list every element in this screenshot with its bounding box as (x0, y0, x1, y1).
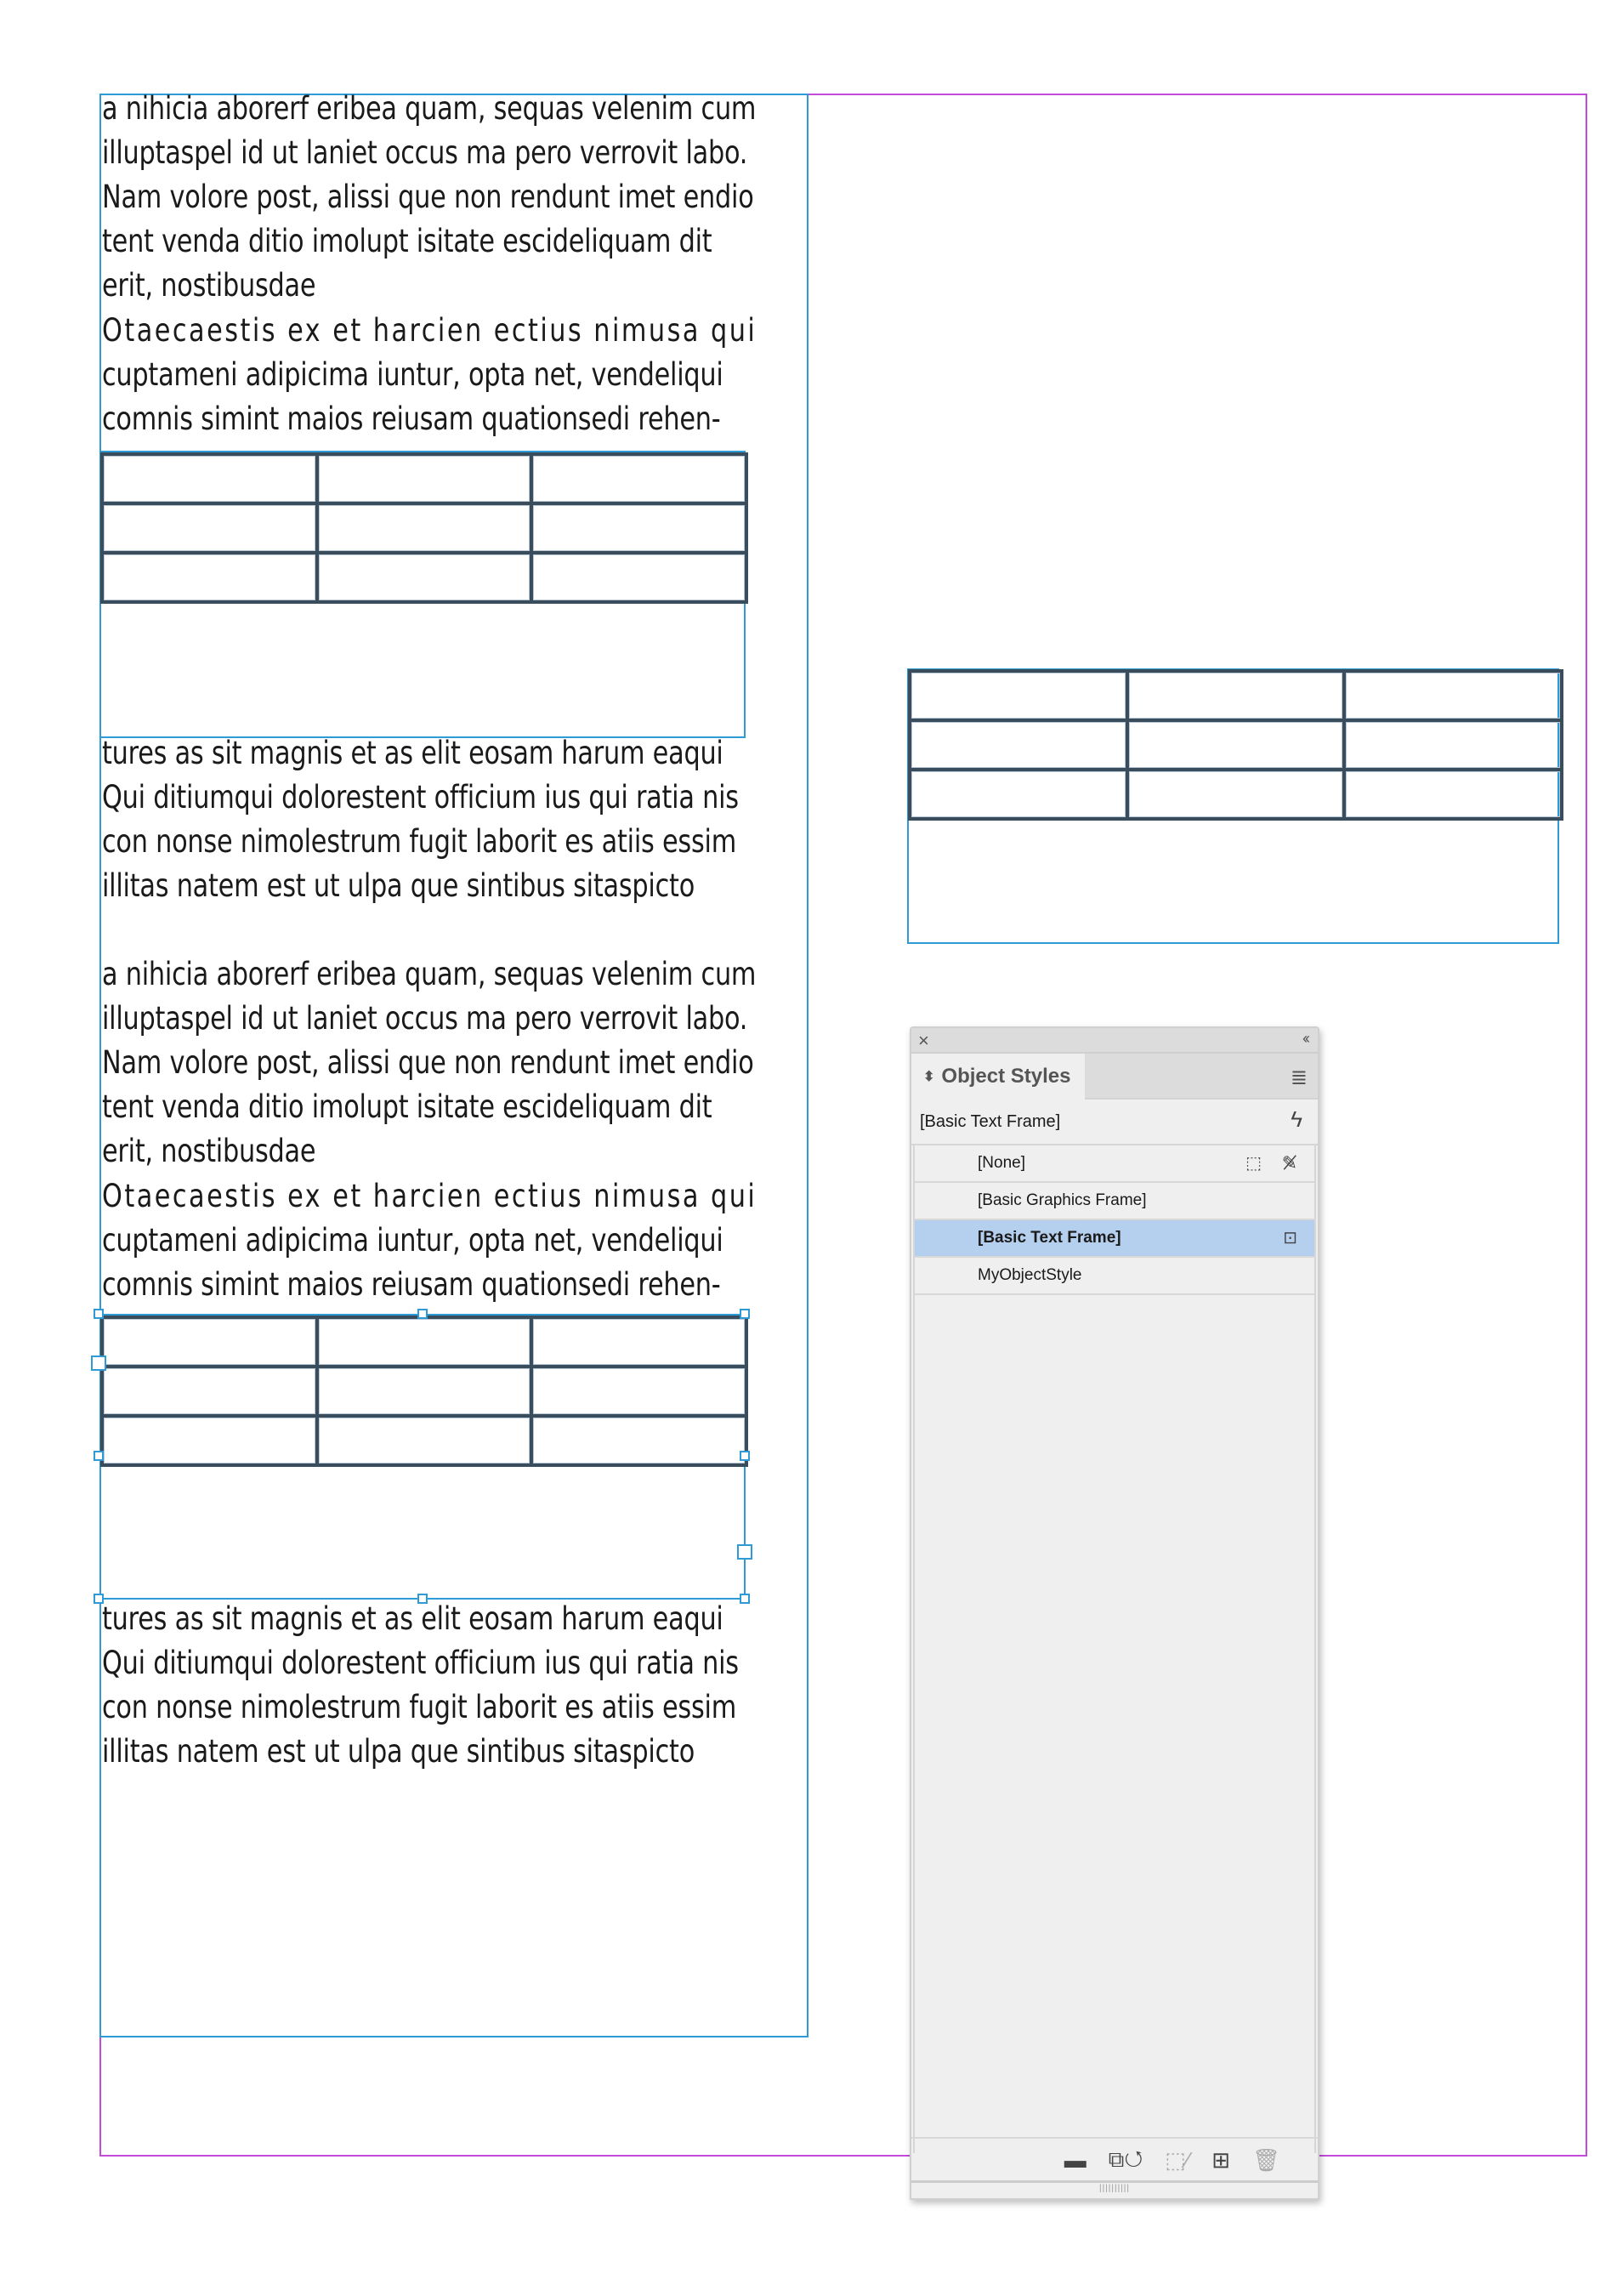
in-port-handle[interactable] (91, 1355, 106, 1371)
text-line: illuptaspel id ut laniet occus ma pero verrovit labo. (102, 1000, 748, 1037)
text-line: erit, nostibusdae (102, 267, 316, 304)
table-2[interactable] (100, 1316, 748, 1467)
text-line: comnis simint maios reiusam quationsedi rehen- (102, 1266, 721, 1303)
resize-handle-top-right[interactable] (740, 1309, 750, 1319)
table-row (910, 770, 1562, 819)
table-cell[interactable] (102, 553, 317, 602)
new-style-icon[interactable]: ⊞ (1211, 2146, 1230, 2173)
table-cell[interactable] (102, 1367, 317, 1416)
text-line: Qui ditiumqui dolorestent officium ius qui ratia nis (102, 1645, 739, 1681)
table-cell[interactable] (317, 1416, 532, 1465)
style-list (913, 1145, 1316, 2153)
table-cell[interactable] (317, 503, 532, 553)
table-cell[interactable] (1344, 671, 1562, 720)
text-line: illitas natem est ut ulpa que sintibus sitaspicto (102, 867, 695, 904)
text-line: tures as sit magnis et as elit eosam harum eaqui (102, 1600, 723, 1637)
close-icon[interactable]: × (918, 1030, 929, 1051)
table-cell[interactable] (102, 1317, 317, 1367)
table-row (910, 720, 1562, 770)
table-cell[interactable] (317, 454, 532, 503)
table-cell[interactable] (1127, 671, 1345, 720)
text-line: cuptameni adipicima iuntur, opta net, vendeliqui (102, 356, 723, 393)
load-styles-icon[interactable]: ⧉↺ (1108, 2146, 1143, 2172)
table-cell[interactable] (531, 454, 746, 503)
text-line: con nonse nimolestrum fugit laborit es atiis essim (102, 1689, 737, 1725)
panel-title: Object Styles (941, 1065, 1071, 1088)
text-line: a nihicia aborerf eribea quam, sequas velenim cum (102, 90, 757, 127)
text-line: tent venda ditio imolupt isitate escideliquam dit (102, 223, 712, 259)
table-row (102, 1317, 746, 1367)
table-cell[interactable] (317, 553, 532, 602)
text-line: Otaecaestis ex et harcien ectius nimusa qui (102, 312, 757, 349)
text-line: Qui ditiumqui dolorestent officium ius qui ratia nis (102, 779, 739, 816)
panel-titlebar[interactable] (911, 1028, 1318, 1054)
no-edit-icon: ✎̸ (1281, 1152, 1297, 1174)
default-text-frame-icon[interactable]: ⊡ (1283, 1229, 1297, 1247)
table-cell[interactable] (317, 1317, 532, 1367)
table-cell[interactable] (531, 1416, 746, 1465)
table-cell[interactable] (1344, 720, 1562, 770)
resize-handle-middle-right[interactable] (740, 1451, 750, 1461)
table-cell[interactable] (1344, 770, 1562, 819)
text-line: tures as sit magnis et as elit eosam harum eaqui (102, 735, 723, 771)
collapse-icon[interactable]: ‹‹ (1302, 1030, 1308, 1047)
text-line: comnis simint maios reiusam quationsedi rehen- (102, 401, 721, 437)
table-cell[interactable] (910, 671, 1127, 720)
current-style-row (911, 1100, 1318, 1145)
text-line: Otaecaestis ex et harcien ectius nimusa qui (102, 1178, 757, 1214)
style-label: MyObjectStyle (978, 1266, 1082, 1284)
panel-tabbar (911, 1054, 1318, 1100)
tab-order-icon: ⬍ (923, 1070, 935, 1084)
default-graphic-frame-icon[interactable]: ⬚ (1245, 1154, 1262, 1173)
table-cell[interactable] (910, 720, 1127, 770)
resize-handle-top-center[interactable] (417, 1309, 428, 1319)
style-item-myobjectstyle[interactable] (915, 1258, 1314, 1295)
table-cell[interactable] (102, 1416, 317, 1465)
table-row (102, 553, 746, 602)
table-cell[interactable] (531, 1367, 746, 1416)
current-style-label: [Basic Text Frame] (920, 1111, 1061, 1131)
panel-footer (911, 2137, 1318, 2181)
text-line: tent venda ditio imolupt isitate escideliquam dit (102, 1088, 712, 1125)
table-row (102, 1416, 746, 1465)
text-line: a nihicia aborerf eribea quam, sequas velenim cum (102, 956, 757, 992)
quick-apply-icon[interactable]: ϟ (1291, 1106, 1302, 1132)
table-cell[interactable] (910, 770, 1127, 819)
clear-overrides-icon[interactable]: ⬚⁄ (1165, 2146, 1190, 2173)
text-line: erit, nostibusdae (102, 1133, 316, 1169)
table-cell[interactable] (102, 454, 317, 503)
table-row (102, 503, 746, 553)
resize-handle-top-left[interactable] (94, 1309, 104, 1319)
table-3[interactable] (908, 669, 1563, 821)
table-cell[interactable] (1127, 770, 1345, 819)
table-cell[interactable] (317, 1367, 532, 1416)
style-item-basic-graphics-frame[interactable] (915, 1183, 1314, 1220)
resize-grip[interactable]: |||||||||| (911, 2180, 1318, 2198)
text-line: illitas natem est ut ulpa que sintibus sitaspicto (102, 1733, 695, 1770)
table-row (102, 454, 746, 503)
text-line: Nam volore post, alissi que non rendunt imet endio (102, 1044, 754, 1081)
table-row (102, 1367, 746, 1416)
out-port-handle[interactable] (737, 1544, 752, 1560)
text-line: con nonse nimolestrum fugit laborit es atiis essim (102, 823, 737, 860)
panel-menu-icon[interactable]: ≣ (1290, 1066, 1308, 1089)
table-1[interactable] (100, 452, 748, 604)
resize-handle-middle-left[interactable] (94, 1451, 104, 1461)
tab-object-styles[interactable] (911, 1054, 1085, 1100)
table-cell[interactable] (1127, 720, 1345, 770)
style-label: [Basic Text Frame] (978, 1229, 1121, 1247)
table-row (910, 671, 1562, 720)
text-line: illuptaspel id ut laniet occus ma pero verrovit labo. (102, 134, 748, 171)
table-cell[interactable] (102, 503, 317, 553)
table-cell[interactable] (531, 1317, 746, 1367)
delete-icon[interactable]: 🗑 (1251, 2146, 1280, 2173)
style-item-basic-text-frame[interactable] (915, 1220, 1314, 1258)
style-label: [Basic Graphics Frame] (978, 1191, 1147, 1209)
text-line: Nam volore post, alissi que non rendunt imet endio (102, 179, 754, 215)
table-cell[interactable] (531, 503, 746, 553)
folder-icon[interactable]: ▬ (1064, 2146, 1087, 2173)
object-styles-panel (910, 1026, 1319, 2200)
text-line: cuptameni adipicima iuntur, opta net, vendeliqui (102, 1222, 723, 1259)
table-cell[interactable] (531, 553, 746, 602)
style-label: [None] (978, 1154, 1025, 1172)
style-item-none[interactable] (915, 1145, 1314, 1183)
resize-handle-bottom-right[interactable] (740, 1594, 750, 1604)
